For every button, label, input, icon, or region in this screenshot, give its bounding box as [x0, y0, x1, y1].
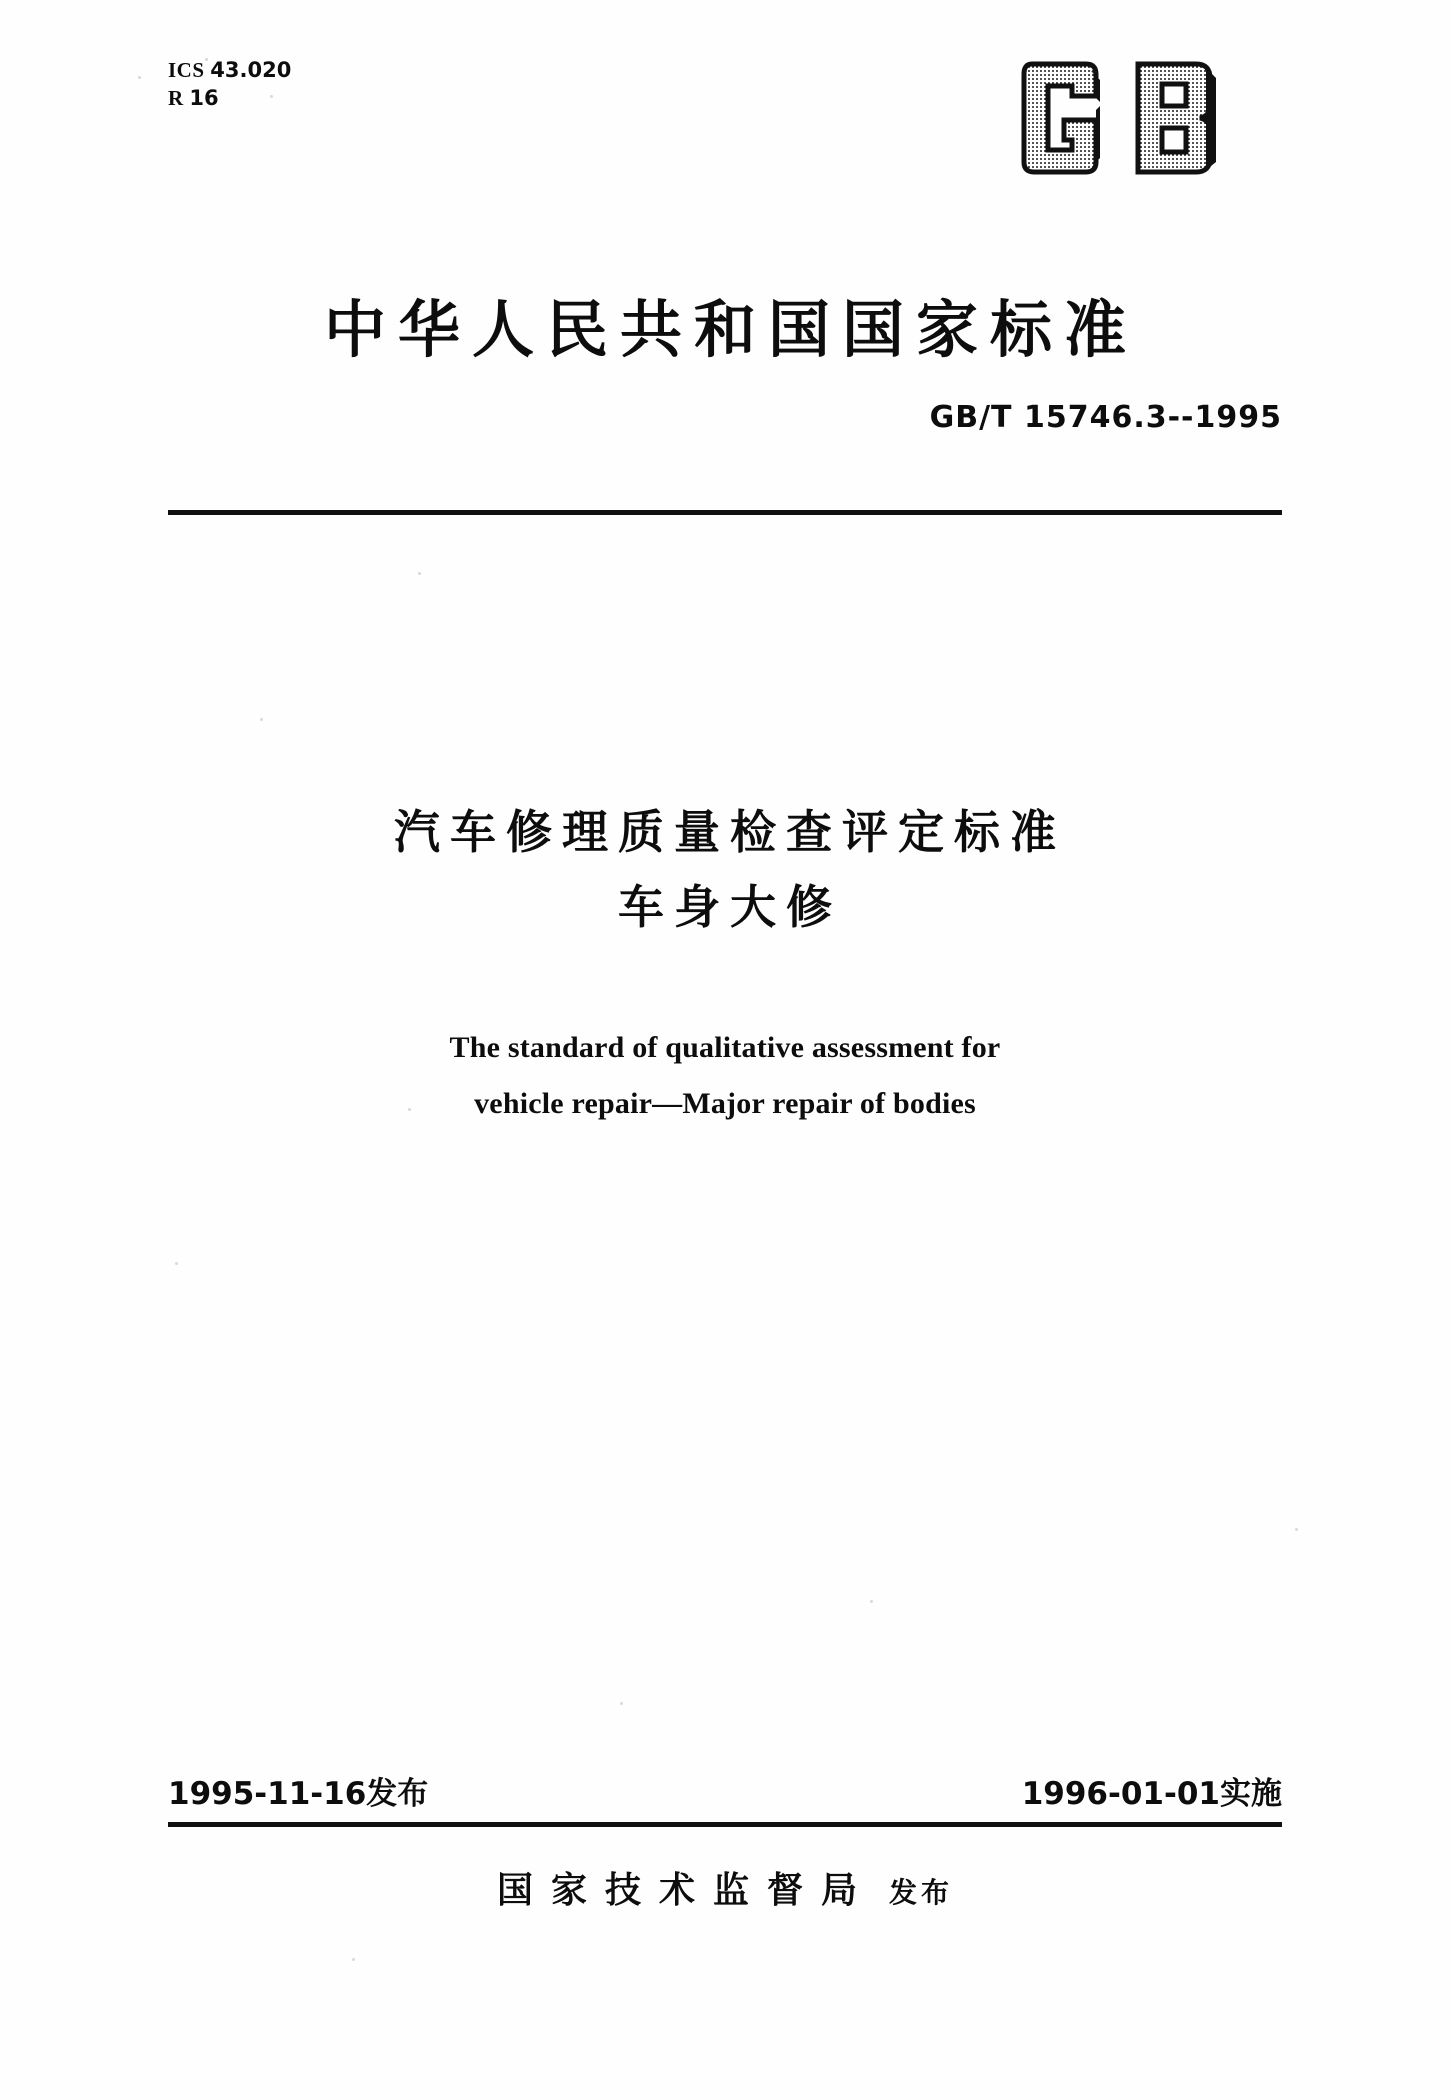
scan-speck [418, 572, 421, 575]
document-title-en [250, 1020, 1200, 1131]
cn-classification-line [168, 84, 291, 112]
publisher-line [0, 1862, 1450, 1913]
scan-speck [352, 1958, 355, 1961]
standard-number: GB/T 15746.3--1995 [929, 400, 1282, 435]
publisher-action: 发布 [889, 1876, 954, 1909]
cn-class-value: 16 [189, 86, 219, 111]
ics-line [168, 56, 291, 84]
header-divider [168, 510, 1282, 515]
date-row [168, 1768, 1282, 1813]
cn-class-label: R [168, 86, 184, 111]
document-title-cn-line1: 汽车修理质量检查评定标准 [394, 805, 1066, 859]
publisher-organization: 国家技术监督局 [496, 1870, 875, 1911]
ics-value: 43.020 [210, 58, 292, 82]
document-title-cn [0, 795, 1450, 944]
scan-speck [1295, 1528, 1298, 1531]
ics-label: ICS [168, 58, 205, 82]
scan-speck [175, 1262, 178, 1265]
document-title-cn-line2: 车身大修 [618, 879, 842, 934]
page-title: 中华人民共和国国家标准 [323, 293, 1138, 366]
effective-date: 1996-01-01实施 [1021, 1776, 1282, 1812]
gb-emblem-icon [1020, 58, 1290, 178]
scan-speck [870, 1600, 873, 1603]
scan-speck [620, 1702, 623, 1705]
document-title-en-line2: vehicle repair—Major repair of bodies [474, 1086, 976, 1120]
classification-codes [168, 56, 291, 113]
document-title-en-line1: The standard of qualitative assessment for [449, 1031, 1001, 1064]
scan-speck [138, 76, 141, 79]
scan-speck [260, 718, 263, 721]
issue-date: 1995-11-16发布 [168, 1776, 429, 1812]
footer-divider [168, 1822, 1282, 1827]
